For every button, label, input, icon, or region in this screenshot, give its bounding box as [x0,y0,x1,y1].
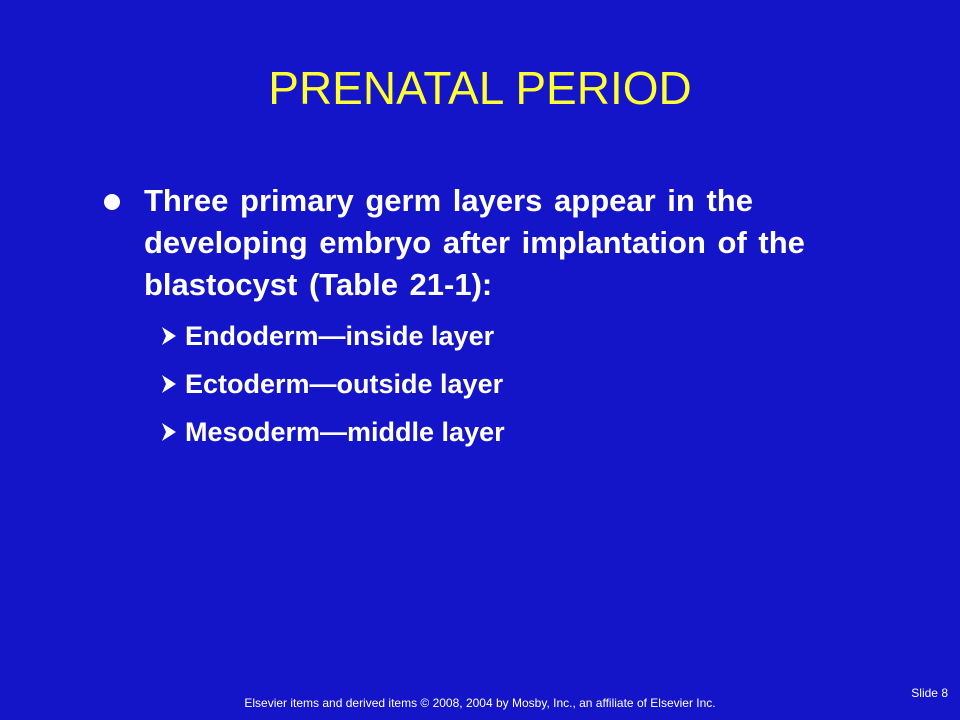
arrowhead-bullet-icon [160,373,178,395]
sub-bullet-label: Endoderm—inside layer [185,321,495,351]
slide-number: Slide 8 [911,686,948,700]
arrowhead-bullet-icon [160,421,178,443]
sub-bullet-item [160,318,760,366]
sub-bullet-label: Mesoderm—middle layer [185,417,505,447]
slide-title: PRENATAL PERIOD [268,62,692,114]
copyright-footer: Elsevier items and derived items © 2008, 2004 by Mosby, Inc., an affiliate of Elsevier Inc. [244,696,716,710]
sub-bullet-item [160,366,760,414]
main-bullet-text: Three primary germ layers appear in the developing embryo after implantation of the blastocyst (Table 21-1): [144,183,805,302]
main-bullet-item [104,180,824,306]
sub-bullet-label: Ectoderm—outside layer [185,369,504,399]
round-bullet-icon [104,194,120,210]
arrowhead-bullet-icon [160,325,178,347]
sub-bullet-item [160,414,760,462]
sub-bullet-list [160,318,760,462]
